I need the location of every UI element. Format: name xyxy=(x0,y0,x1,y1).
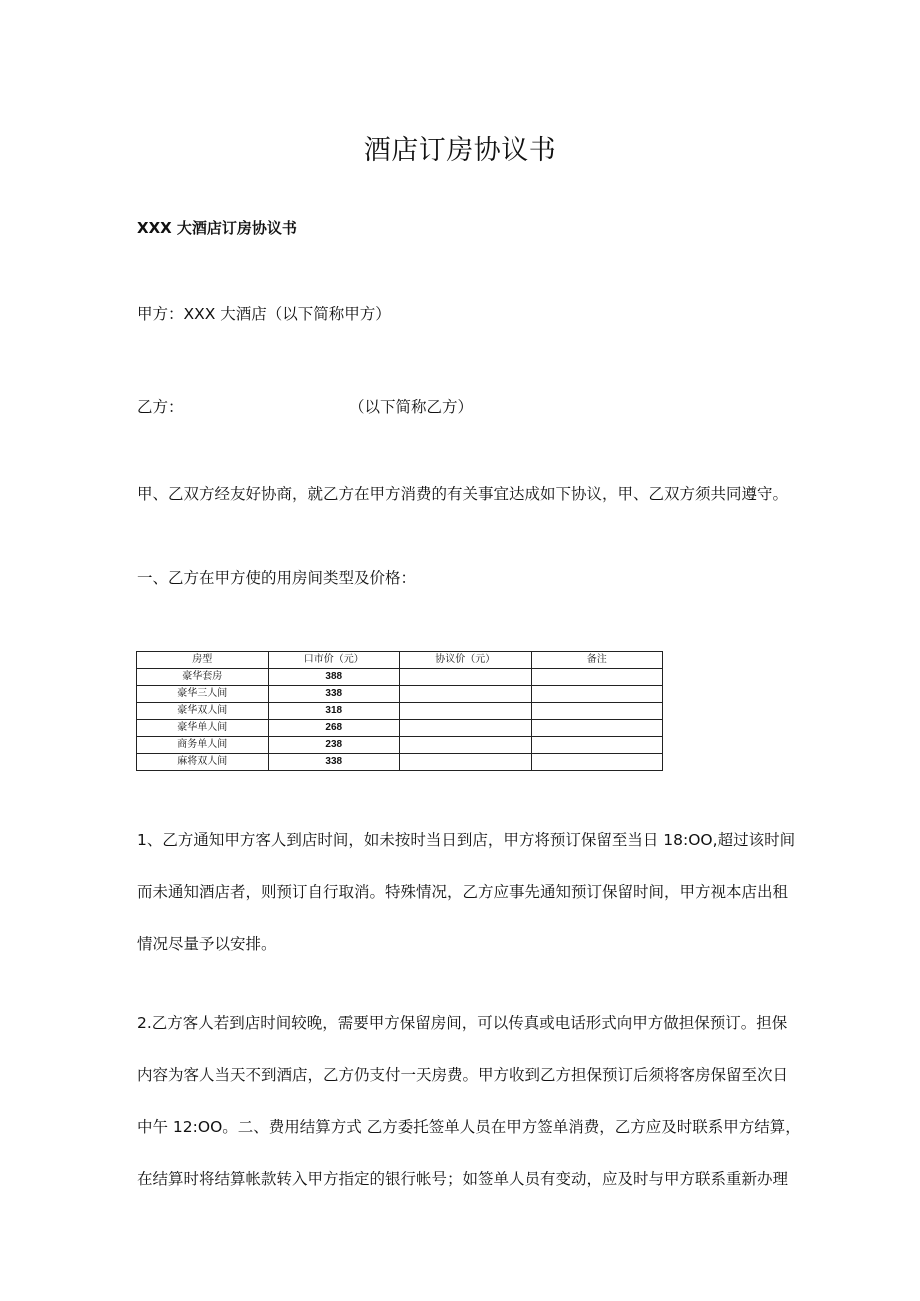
rack-price-cell: 318 xyxy=(268,703,400,720)
agreed-price-cell xyxy=(400,703,532,720)
clause-2-line: 内容为客人当天不到酒店，乙方仍支付一天房费。甲方收到乙方担保预订后须将客房保留至次日 xyxy=(137,1066,789,1084)
rack-price-cell: 238 xyxy=(268,737,400,754)
clause-2-line: 中午 12:OO。二、费用结算方式 乙方委托签单人员在甲方签单消费，乙方应及时联系甲方结算， xyxy=(137,1118,801,1136)
room-type-cell: 豪华双人间 xyxy=(137,703,269,720)
note-cell xyxy=(531,720,663,737)
party-a-line: 甲方：XXX 大酒店（以下简称甲方） xyxy=(137,305,391,323)
room-type-cell: 豪华套房 xyxy=(137,669,269,686)
agreed-price-cell xyxy=(400,686,532,703)
clause-1-line: 而未通知酒店者，则预订自行取消。特殊情况，乙方应事先通知预订保留时间，甲方视本店出租 xyxy=(137,883,789,901)
note-cell xyxy=(531,686,663,703)
rack-price-cell: 388 xyxy=(268,669,400,686)
note-cell xyxy=(531,737,663,754)
table-row xyxy=(137,669,663,686)
document-title: 酒店订房协议书 xyxy=(363,135,557,166)
table-row xyxy=(137,720,663,737)
agreed-price-cell xyxy=(400,720,532,737)
room-price-table xyxy=(136,651,663,771)
clause-1-line: 情况尽量予以安排。 xyxy=(137,935,277,953)
party-b-note: （以下简称乙方） xyxy=(349,398,474,416)
header-note: 备注 xyxy=(531,652,663,669)
section1-heading: 一、乙方在甲方使的用房间类型及价格： xyxy=(137,569,417,587)
clause-2-line: 2.乙方客人若到店时间较晚，需要甲方保留房间，可以传真或电话形式向甲方做担保预订。担保 xyxy=(137,1014,788,1032)
table-header-row xyxy=(137,652,663,669)
agreed-price-cell xyxy=(400,754,532,771)
agreed-price-cell xyxy=(400,737,532,754)
note-cell xyxy=(531,754,663,771)
header-rack-price: 口市价（元） xyxy=(268,652,400,669)
clause-1-line: 1、乙方通知甲方客人到店时间，如未按时当日到店，甲方将预订保留至当日 18:OO,超过该时间 xyxy=(137,831,796,849)
agreed-price-cell xyxy=(400,669,532,686)
room-type-cell: 麻将双人间 xyxy=(137,754,269,771)
table-row xyxy=(137,703,663,720)
room-type-cell: 豪华单人间 xyxy=(137,720,269,737)
table-row xyxy=(137,737,663,754)
clause-2-paragraph xyxy=(137,1013,801,1221)
clause-1-paragraph xyxy=(137,830,797,986)
header-agreed-price: 协议价（元） xyxy=(400,652,532,669)
clause-2-line: 在结算时将结算帐款转入甲方指定的银行帐号；如签单人员有变动，应及时与甲方联系重新办理 xyxy=(137,1170,789,1188)
header-room-type: 房型 xyxy=(137,652,269,669)
table-row xyxy=(137,686,663,703)
intro-paragraph: 甲、乙双方经友好协商，就乙方在甲方消费的有关事宜达成如下协议，甲、乙双方须共同遵守。 xyxy=(137,485,789,503)
party-b-label: 乙方： xyxy=(137,398,184,416)
rack-price-cell: 268 xyxy=(268,720,400,737)
room-type-cell: 商务单人间 xyxy=(137,737,269,754)
rack-price-cell: 338 xyxy=(268,686,400,703)
room-type-cell: 豪华三人间 xyxy=(137,686,269,703)
document-subtitle: XXX 大酒店订房协议书 xyxy=(137,219,297,237)
table-row xyxy=(137,754,663,771)
note-cell xyxy=(531,703,663,720)
rack-price-cell: 338 xyxy=(268,754,400,771)
note-cell xyxy=(531,669,663,686)
